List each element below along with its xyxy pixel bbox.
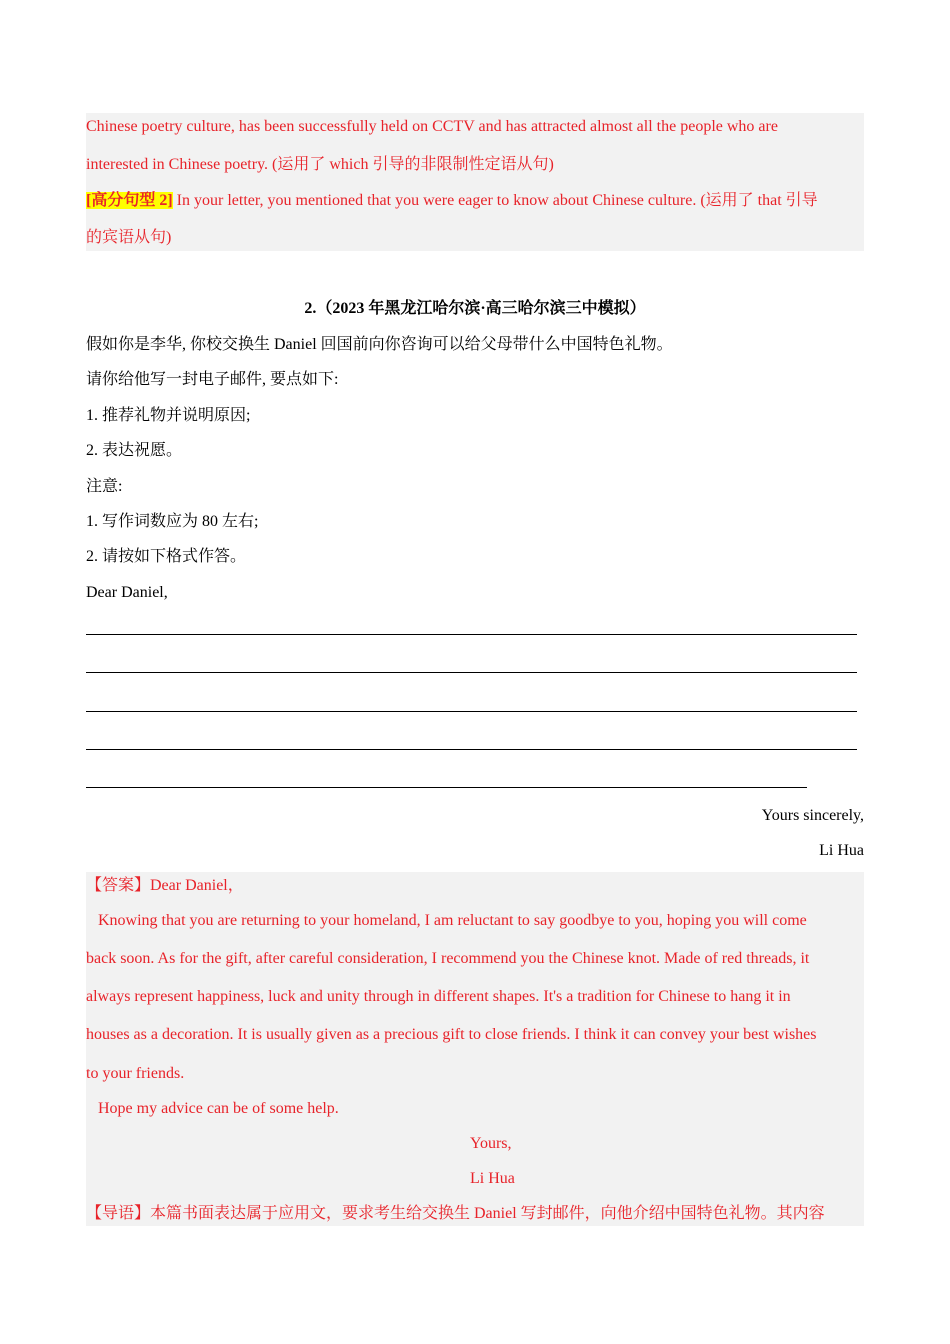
note-label: 注意:	[86, 478, 123, 495]
answer-label: 【答案】Dear Daniel，	[86, 877, 244, 894]
note-2: 2. 请按如下格式作答。	[86, 548, 247, 565]
answer-signature: Li Hua	[470, 1170, 515, 1187]
letter-salutation: Dear Daniel,	[86, 584, 168, 601]
answer-line-4: houses as a decoration. It is usually given as a precious gift to close friends. I think it can convey your best wishes	[86, 1026, 817, 1043]
answer-guide: 【导语】本篇书面表达属于应用文，要求考生给交换生 Daniel 写封邮件，向他介绍中国特色礼物。其内容	[86, 1205, 825, 1222]
previous-answer-line-1: Chinese poetry culture, has been successfully held on CCTV and has attracted almost all the people who are	[86, 118, 778, 135]
question-point-1: 1. 推荐礼物并说明原因;	[86, 407, 251, 424]
answer-line-5: to your friends.	[86, 1065, 185, 1082]
letter-closing: Yours sincerely,	[761, 807, 864, 824]
answer-line-3: always represent happiness, luck and unity through in different shapes. It's a tradition for Chinese to hang it in	[86, 988, 791, 1005]
question-prompt-1: 假如你是李华, 你校交换生 Daniel 回国前向你咨询可以给父母带什么中国特色礼物。	[86, 336, 673, 353]
writing-line	[86, 749, 857, 750]
writing-line	[86, 672, 857, 673]
previous-answer-line-4: 的宾语从句)	[86, 229, 172, 246]
question-prompt-2: 请你给他写一封电子邮件, 要点如下:	[86, 371, 339, 388]
answer-line-1: Knowing that you are returning to your homeland, I am reluctant to say goodbye to you, hoping you will come	[86, 912, 807, 929]
sentence-pattern-tag: [高分句型 2]	[86, 192, 173, 209]
note-1: 1. 写作词数应为 80 左右;	[86, 513, 259, 530]
answer-line-2: back soon. As for the gift, after careful consideration, I recommend you the Chinese knot. Made of red threads, it	[86, 950, 810, 967]
question-point-2: 2. 表达祝愿。	[86, 442, 183, 459]
answer-closing: Yours,	[470, 1135, 512, 1152]
question-heading: 2.（2023 年黑龙江哈尔滨·高三哈尔滨三中模拟）	[304, 300, 646, 317]
letter-signature: Li Hua	[819, 842, 864, 859]
previous-answer-line-3	[86, 190, 818, 212]
writing-line	[86, 787, 807, 788]
answer-line-6: Hope my advice can be of some help.	[86, 1100, 339, 1117]
writing-line	[86, 711, 857, 712]
previous-answer-line-2: interested in Chinese poetry. (运用了 which 引导的非限制性定语从句)	[86, 156, 554, 173]
writing-line	[86, 634, 857, 635]
sentence-pattern-text: In your letter, you mentioned that you were eager to know about Chinese culture. (运用了 that 引导	[172, 192, 818, 209]
